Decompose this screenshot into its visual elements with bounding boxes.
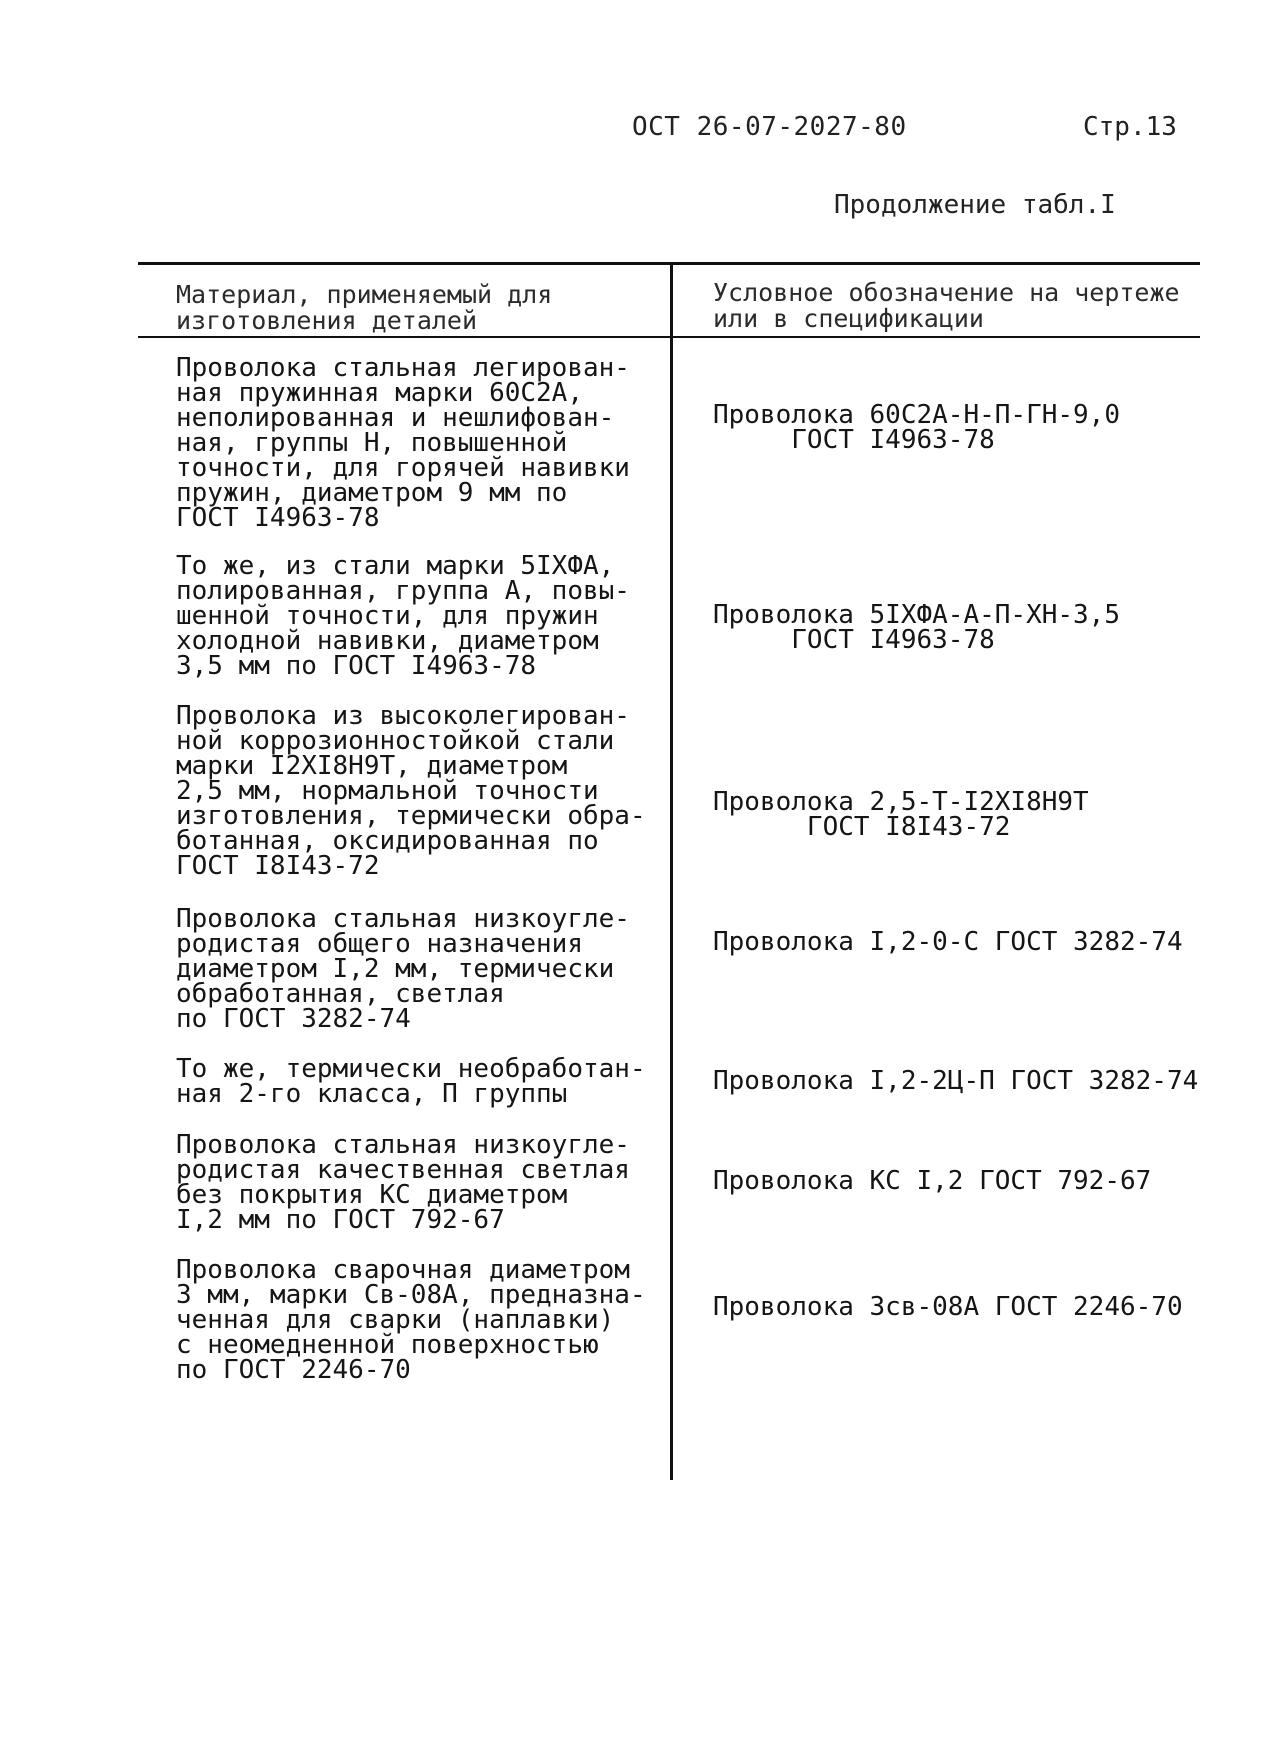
- table-row-7-material: Проволока сварочная диаметром 3 мм, марки Св-08А, предназна- ченная для сварки (наплавки) с неомедненной поверхностью по ГОСТ 2246-70: [176, 1255, 646, 1385]
- table-header-rule: [138, 336, 1200, 338]
- table-row-1-material: Проволока стальная легирован- ная пружинная марки 60С2А, неполированная и нешлифован- ная, группы Н, повышенной точности, для горячей навивки пружин, диаметром 9 мм по ГОСТ I4963-78: [176, 353, 630, 533]
- document-code: ОСТ 26-07-2027-80: [632, 112, 907, 142]
- table-row-3-material: Проволока из высоколегирован- ной коррозионностойкой стали марки I2ХI8Н9Т, диаметром 2,5 мм, нормальной точности изготовления, термически обра- ботанная, оксидированная по ГОСТ I8I43-72: [176, 701, 646, 881]
- page-number: Стр.13: [1083, 112, 1177, 142]
- column-header-designation: Условное обозначение на чертеже или в спецификации: [713, 278, 1180, 333]
- table-column-divider: [670, 262, 673, 1480]
- table-row-6-material: Проволока стальная низкоугле- родистая качественная светлая без покрытия КС диаметром I,2 мм по ГОСТ 792-67: [176, 1130, 630, 1235]
- table-row-5-material: То же, термически необработан- ная 2-го класса, П группы: [176, 1054, 646, 1109]
- table-row-5-designation: Проволока I,2-2Ц-П ГОСТ 3282-74: [713, 1066, 1199, 1096]
- column-header-material: Материал, применяемый для изготовления деталей: [176, 280, 553, 335]
- table-top-rule: [138, 262, 1200, 265]
- table-row-4-material: Проволока стальная низкоугле- родистая общего назначения диаметром I,2 мм, термически обработанная, светлая по ГОСТ 3282-74: [176, 904, 630, 1034]
- table-row-2-material: То же, из стали марки 5IХФА, полированная, группа А, повы- шенной точности, для пружин холодной навивки, диаметром 3,5 мм по ГОСТ I4963-78: [176, 551, 630, 681]
- table-row-2-designation: Проволока 5IХФА-А-П-ХН-3,5 ГОСТ I4963-78: [713, 600, 1120, 655]
- table-row-1-designation: Проволока 60С2А-Н-П-ГН-9,0 ГОСТ I4963-78: [713, 400, 1120, 455]
- table-row-6-designation: Проволока КС I,2 ГОСТ 792-67: [713, 1166, 1152, 1196]
- table-row-4-designation: Проволока I,2-0-С ГОСТ 3282-74: [713, 927, 1183, 957]
- table-row-3-designation: Проволока 2,5-Т-I2ХI8Н9Т ГОСТ I8I43-72: [713, 787, 1089, 842]
- table-continuation-label: Продолжение табл.I: [834, 190, 1116, 220]
- table-row-7-designation: Проволока 3св-08А ГОСТ 2246-70: [713, 1292, 1183, 1322]
